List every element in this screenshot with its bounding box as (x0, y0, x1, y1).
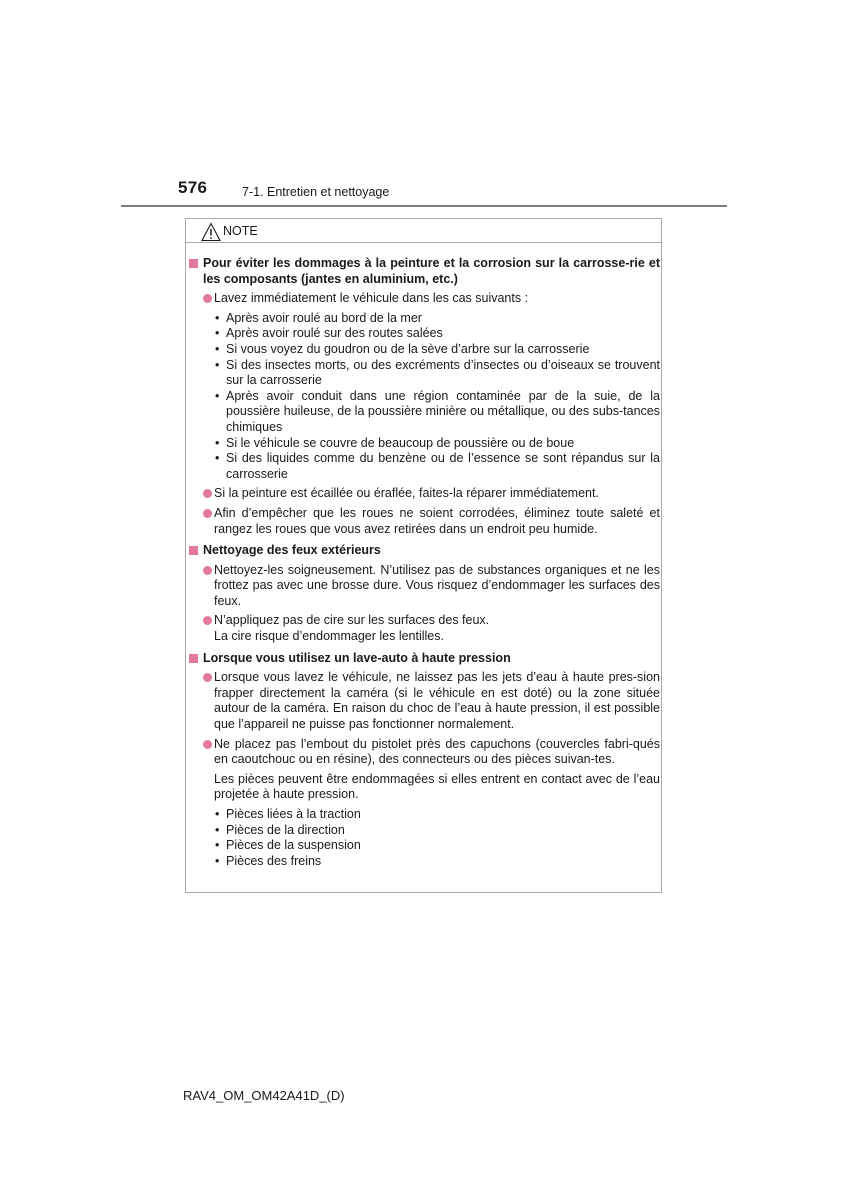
note-label: NOTE (223, 224, 258, 238)
circle-bullet-icon (203, 673, 212, 682)
sub-list (189, 807, 660, 869)
paragraph: Les pièces peuvent être endommagées si elles entrent en contact avec de l’eau projetée à haute pression. (214, 771, 660, 802)
sub-list-item: • Après avoir roulé sur des routes salées (215, 326, 443, 341)
circle-bullet-icon (203, 566, 212, 575)
sub-list (189, 311, 660, 483)
chapter-title: 7-1. Entretien et nettoyage (242, 185, 390, 199)
page-header (0, 0, 848, 215)
circle-bullet-icon (203, 509, 212, 518)
section-heading: Pour éviter les dommages à la peinture et la corrosion sur la carrosse-rie et les composants (jantes en aluminium, etc.) (189, 256, 660, 287)
square-bullet-icon (189, 546, 198, 555)
section-heading: Nettoyage des feux extérieurs (189, 543, 660, 559)
bullet-point: Lorsque vous lavez le véhicule, ne laissez pas les jets d’eau à haute pres-sion frapper directement la caméra (si le véhicule en est doté) ou la zone située autour de la caméra. En raison du choc de l’eau à haute pression, il est possible que l’appareil ne puisse pas fonctionner normalement. (189, 670, 660, 732)
sub-list-item: • Si des liquides comme du benzène ou de l’essence se sont répandus sur la carrosserie (215, 451, 660, 481)
bullet-point: Afin d’empêcher que les roues ne soient corrodées, éliminez toute saleté et rangez les roues que vous avez retirées dans un endroit peu humide. (189, 506, 660, 537)
circle-bullet-icon (203, 489, 212, 498)
sub-list-item: • Après avoir roulé au bord de la mer (215, 310, 422, 325)
page-number: 576 (178, 178, 208, 197)
sub-list-item: • Si des insectes morts, ou des excréments d’insectes ou d’oiseaux se trouvent sur la carrosserie (215, 357, 660, 388)
square-bullet-icon (189, 654, 198, 663)
bullet-point: Ne placez pas l’embout du pistolet près des capuchons (couvercles fabri-qués en caoutchouc ou en résine), des connecteurs ou des pièces suivan-tes. (189, 737, 660, 768)
document-code: RAV4_OM_OM42A41D_(D) (183, 1088, 345, 1103)
bullet-point: Lavez immédiatement le véhicule dans les cas suivants : (189, 291, 660, 307)
bullet-point: N’appliquez pas de cire sur les surfaces des feux. La cire risque d’endommager les lentilles. (189, 613, 660, 644)
circle-bullet-icon (203, 294, 212, 303)
note-content (189, 256, 660, 869)
sub-list-item: • Pièces des freins (215, 853, 322, 868)
warning-triangle-icon (201, 222, 221, 242)
header-rule (121, 205, 727, 207)
sub-list-item: • Si le véhicule se couvre de beaucoup de poussière ou de boue (215, 435, 575, 450)
circle-bullet-icon (203, 616, 212, 625)
bullet-point: Nettoyez-les soigneusement. N’utilisez pas de substances organiques et ne les frottez pas avec une brosse dure. Vous risquez d’endommager les surfaces des feux. (189, 563, 660, 610)
sub-list-item: • Après avoir conduit dans une région contaminée par de la suie, de la poussière huileuse, de la poussière minière ou métallique, ou des subs-tances chimiques (215, 388, 660, 434)
note-header (186, 219, 661, 243)
circle-bullet-icon (203, 740, 212, 749)
sub-list-item: • Pièces de la direction (215, 822, 345, 837)
note-box (185, 218, 662, 893)
sub-list-item: • Si vous voyez du goudron ou de la sève d’arbre sur la carrosserie (215, 341, 590, 356)
sub-list-item: • Pièces de la suspension (215, 838, 361, 853)
bullet-point: Si la peinture est écaillée ou éraflée, faites-la réparer immédiatement. (189, 486, 660, 502)
square-bullet-icon (189, 259, 198, 268)
sub-list-item: • Pièces liées à la traction (215, 807, 361, 821)
section-heading: Lorsque vous utilisez un lave-auto à haute pression (189, 651, 660, 667)
